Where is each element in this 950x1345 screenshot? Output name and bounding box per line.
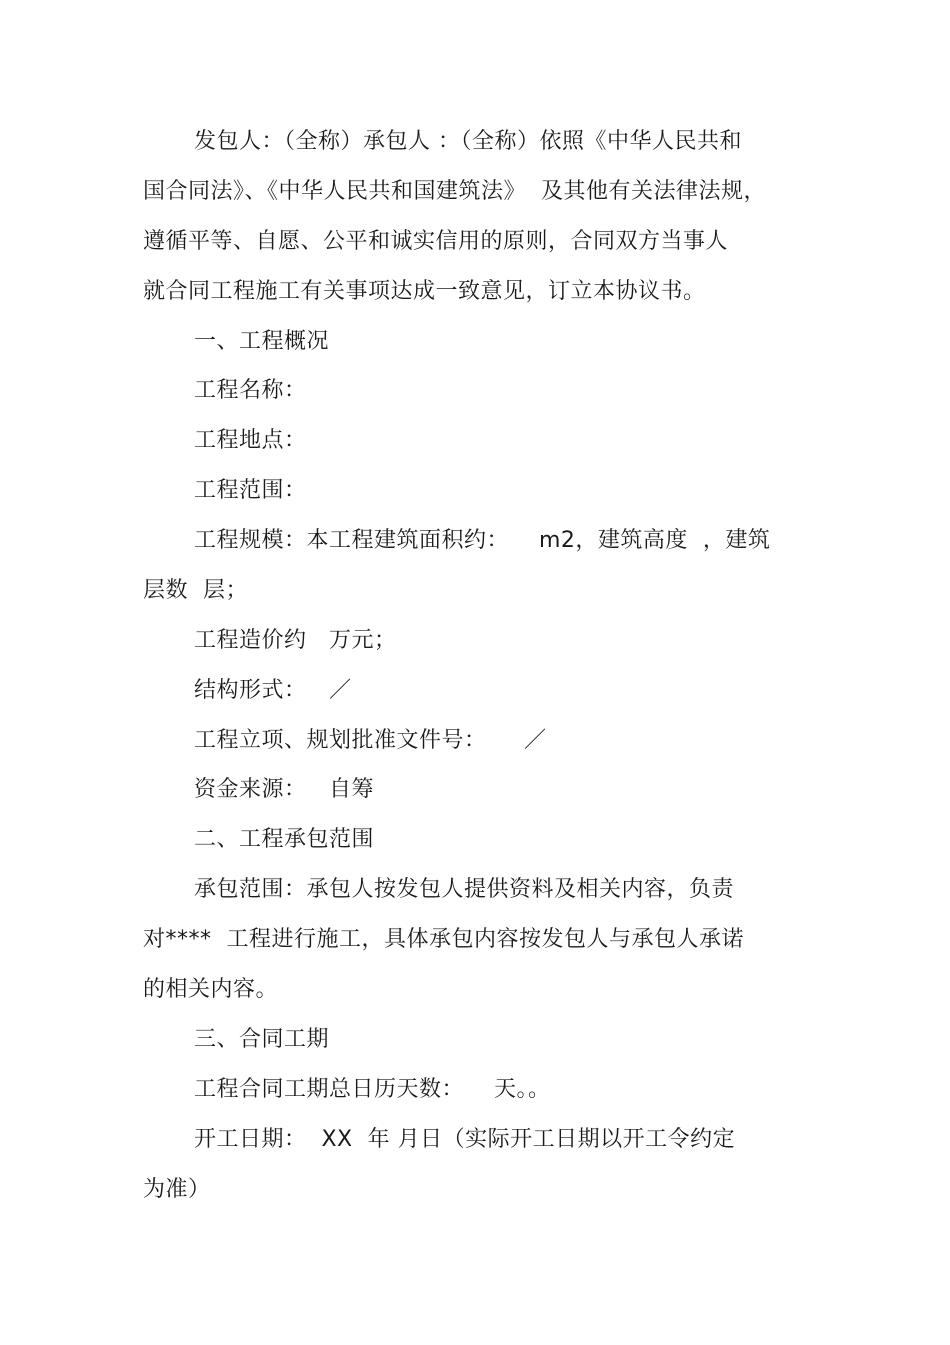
field-project-scale-cont: 层数 层； bbox=[143, 578, 248, 603]
field-structure-type: 结构形式： ／ bbox=[194, 678, 352, 703]
paragraph-scope-line-2: 对**** 工程进行施工，具体承包内容按发包人与承包人承诺 bbox=[143, 927, 744, 952]
paragraph-scope-line-1: 承包范围：承包人按发包人提供资料及相关内容，负责 bbox=[194, 877, 735, 902]
field-project-cost: 工程造价约 万元； bbox=[194, 628, 397, 653]
paragraph-scope-line-3: 的相关内容。 bbox=[143, 977, 279, 1002]
field-start-date-cont: 为准） bbox=[143, 1177, 211, 1202]
section-heading-project-overview: 一、工程概况 bbox=[194, 329, 330, 354]
section-heading-contract-period: 三、合同工期 bbox=[194, 1027, 330, 1052]
paragraph-intro-line-4: 就合同工程施工有关事项达成一致意见，订立本协议书。 bbox=[143, 279, 706, 304]
section-heading-contract-scope: 二、工程承包范围 bbox=[194, 827, 375, 852]
field-project-name: 工程名称： bbox=[194, 378, 307, 403]
field-project-location: 工程地点： bbox=[194, 428, 307, 453]
paragraph-intro-line-2: 国合同法》、《中华人民共和国建筑法》 及其他有关法律法规， bbox=[143, 179, 766, 204]
paragraph-intro-line-1: 发包人：（全称）承包人 ：（全称）依照《中华人民共和 bbox=[194, 129, 742, 154]
field-total-days: 工程合同工期总日历天数： 天。。 bbox=[194, 1077, 551, 1102]
field-approval-number: 工程立项、规划批准文件号： ／ bbox=[194, 728, 547, 753]
field-project-scale: 工程规模：本工程建筑面积约： m2，建筑高度 ，建筑 bbox=[194, 528, 771, 553]
field-fund-source: 资金来源： 自筹 bbox=[194, 777, 374, 802]
paragraph-intro-line-3: 遵循平等、自愿、公平和诚实信用的原则，合同双方当事人 bbox=[143, 229, 729, 254]
field-start-date: 开工日期： XX 年 月日（实际开工日期以开工令约定 bbox=[194, 1127, 736, 1152]
field-project-scope: 工程范围： bbox=[194, 478, 307, 503]
